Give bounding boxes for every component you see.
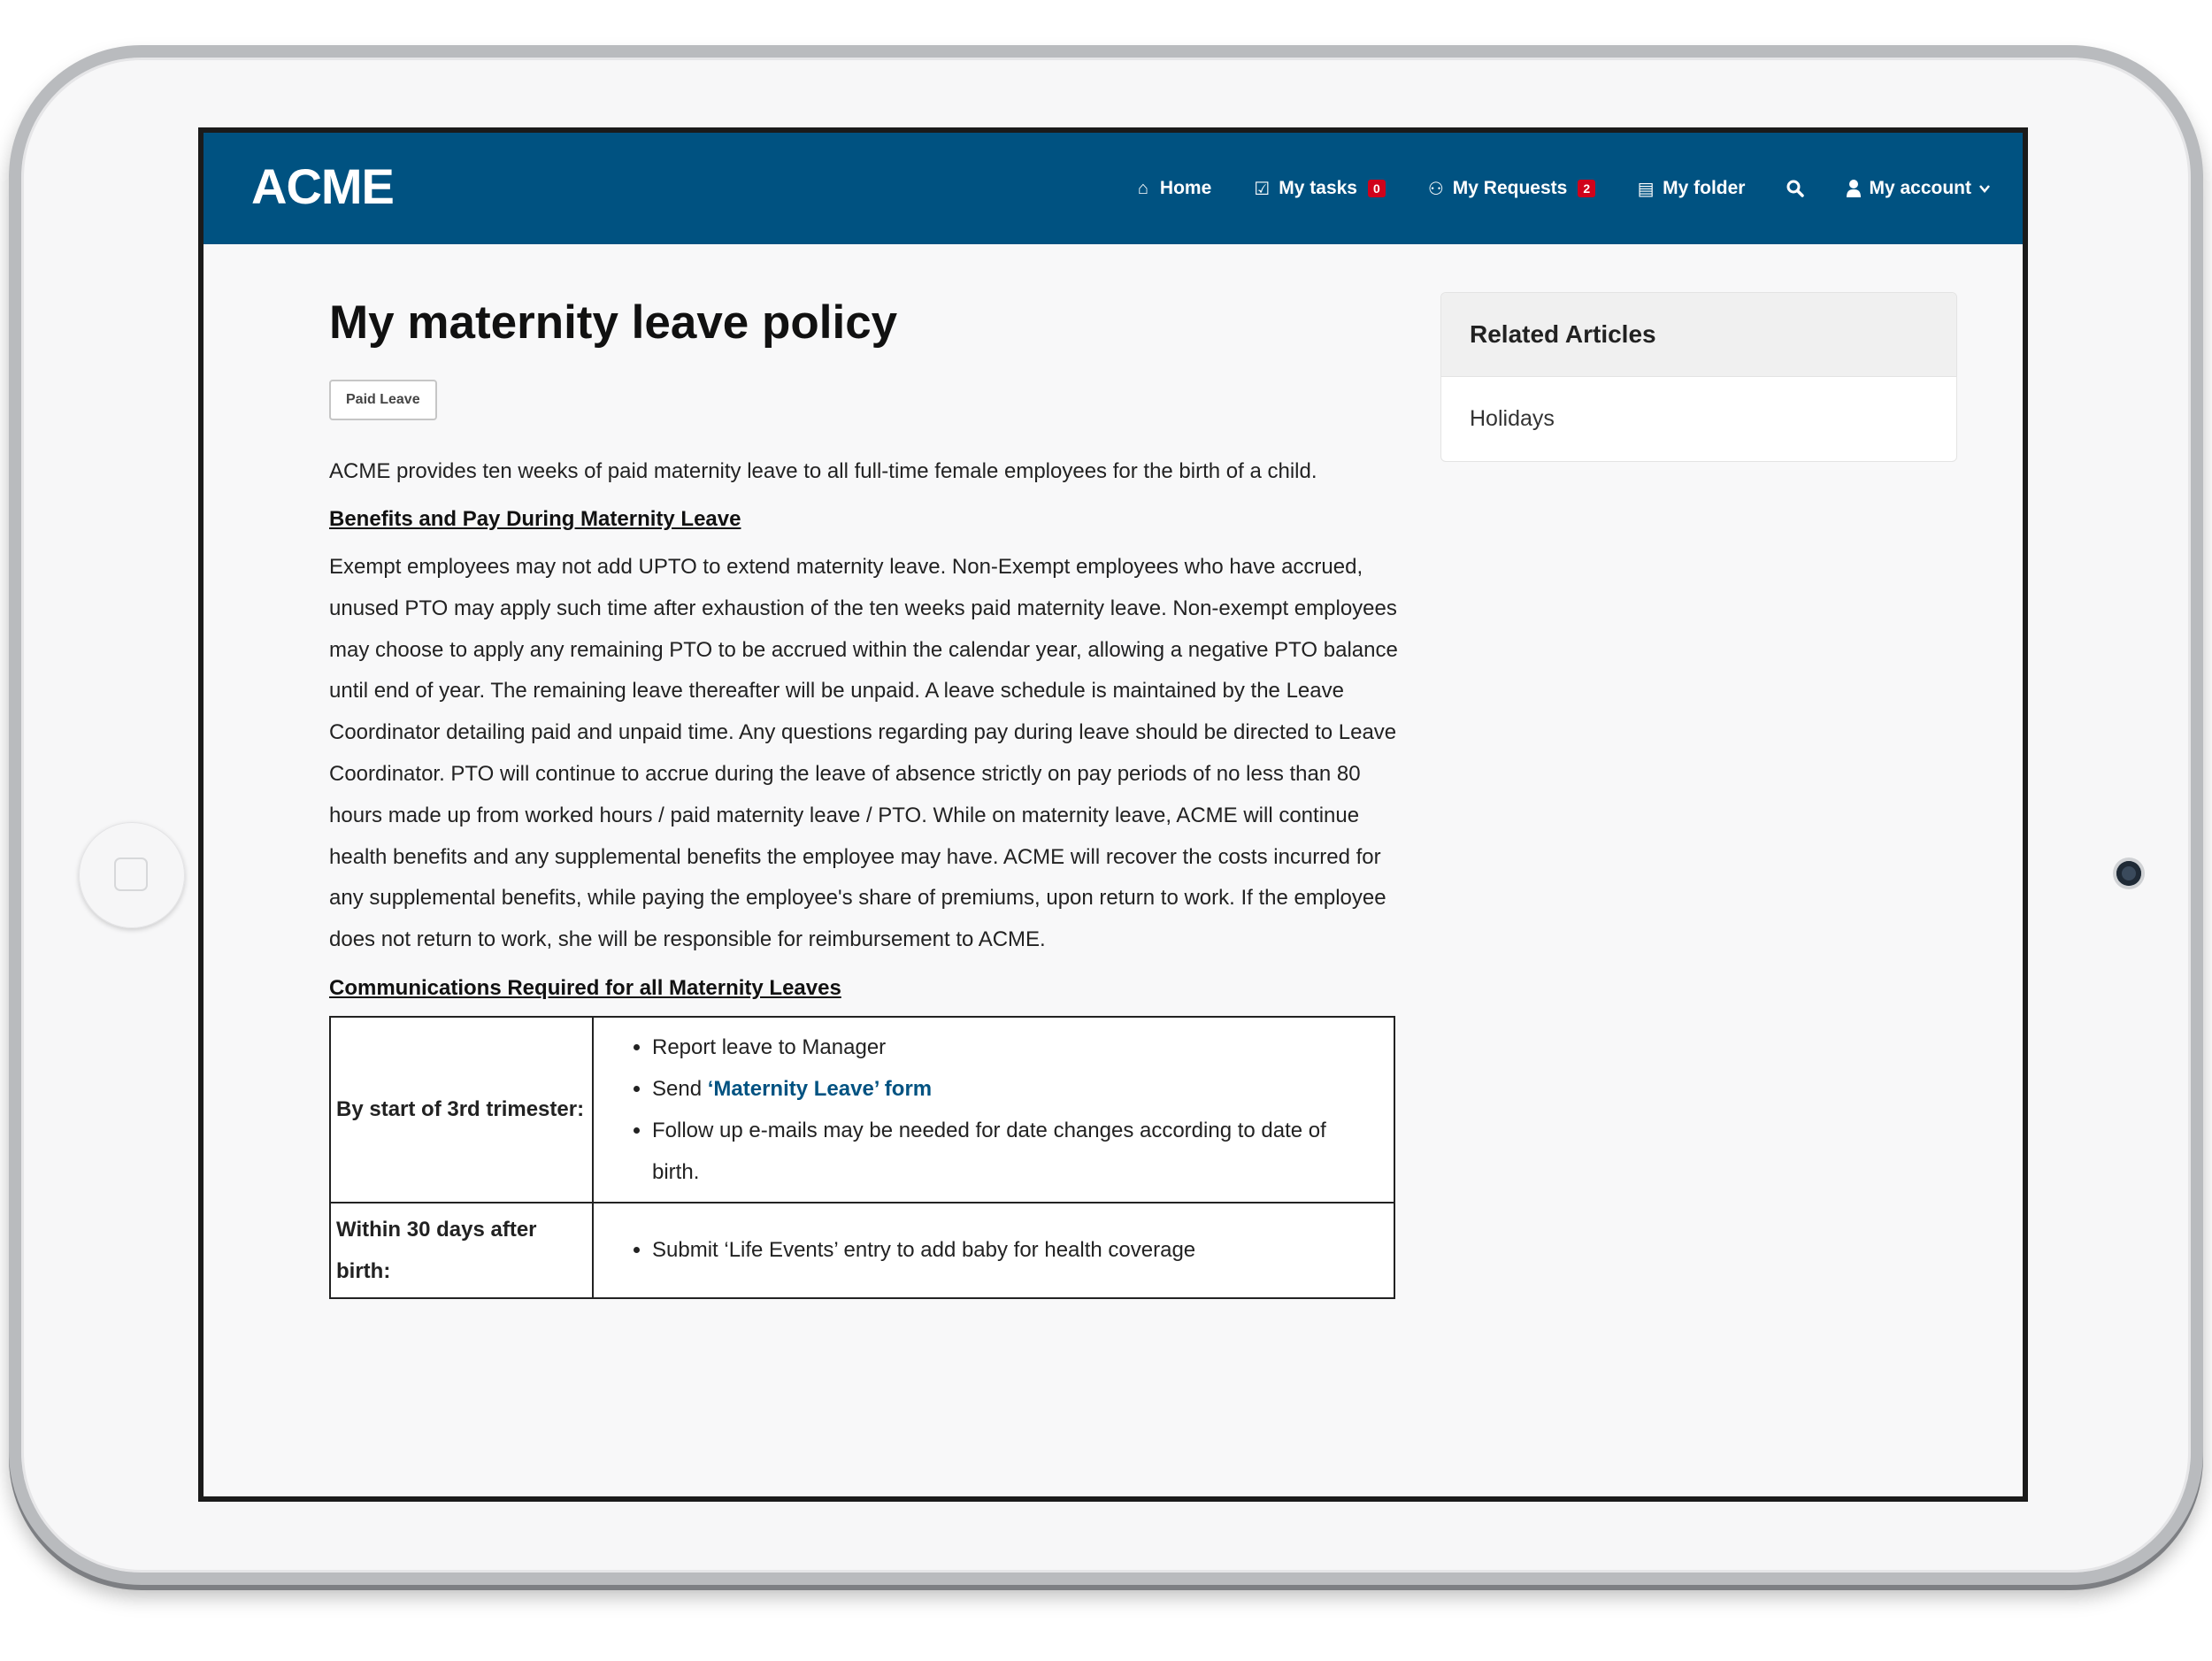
table-row-label: Within 30 days after birth: [330,1203,593,1298]
nav-my-account[interactable] [1846,178,1991,199]
table-row-items [593,1203,1394,1298]
article-content [329,292,1398,1299]
related-articles-title: Related Articles [1441,293,1956,377]
communications-table [329,1016,1395,1299]
list-item: • Report leave to Manager [652,1027,1378,1068]
nav-menu [1133,133,1991,244]
nav-my-folder[interactable] [1636,178,1745,200]
benefits-paragraph: Exempt employees may not add UPTO to extend maternity leave. Non-Exempt employees who have accrued, unused PTO may apply such time after exhaustion of the ten weeks paid maternity leave. Non-exempt employees may choose to apply any remaining PTO to be accrued within the calendar year, allowing a negative PTO balance until end of year. The remaining leave thereafter will be unpaid. A leave schedule is maintained by the Leave Coordinator detailing paid and unpaid time. Any questions regarding pay during leave should be directed to Leave Coordinator. PTO will continue to accrue during the leave of absence strictly on pay periods of no less than 80 hours made up from worked hours / paid maternity leave / PTO. While on maternity leave, ACME will continue health benefits and any supplemental benefits the employee may have. ACME will recover the costs incurred for any supplemental benefits, while paying the employee's share of premiums, upon return to work. If the employee does not return to work, she will be responsible for reimbursement to ACME. [329,555,1398,952]
table-row [330,1017,1394,1203]
brand-logo[interactable]: ACME [251,158,394,214]
tablet-home-button[interactable] [79,822,185,928]
table-row-items [593,1017,1394,1203]
list-item: • Submit ‘Life Events’ entry to add baby for health coverage [652,1229,1378,1271]
table-row-label: By start of 3rd trimester: [330,1017,593,1203]
camera-icon [2116,861,2141,886]
section-heading-benefits: Benefits and Pay During Maternity Leave [329,507,741,531]
nav-home-label: Home [1159,178,1212,198]
nav-home[interactable] [1133,178,1211,199]
list-item-text: Send [652,1076,708,1101]
home-icon: ⌂ [1137,178,1148,198]
intro-paragraph: ACME provides ten weeks of paid maternity leave to all full-time female employees for the birth of a child. [329,459,1317,483]
edit-check-icon: ☑ [1254,179,1271,199]
user-icon [1846,179,1862,198]
maternity-leave-form-link[interactable]: ‘Maternity Leave’ form [707,1076,933,1101]
table-row [330,1203,1394,1298]
nav-my-tasks-label: My tasks [1279,178,1357,198]
folder-icon: ▤ [1637,179,1655,199]
requests-count-badge: 2 [1578,180,1595,197]
nav-my-folder-label: My folder [1663,178,1746,198]
nav-my-requests-label: My Requests [1452,178,1568,198]
search-icon [1786,179,1805,198]
nav-search[interactable] [1786,179,1805,198]
section-heading-communications: Communications Required for all Maternity Leaves [329,975,841,1000]
tag-paid-leave[interactable]: Paid Leave [329,380,437,420]
home-button-square-icon [114,857,148,891]
list-item [652,1068,1378,1110]
nav-my-requests[interactable] [1426,178,1595,200]
related-articles-panel [1440,292,1957,462]
list-item: • Follow up e-mails may be needed for date changes according to date of birth. [652,1110,1378,1193]
screen [198,127,2028,1502]
related-article-holidays[interactable]: Holidays [1470,406,1555,431]
navbar [204,133,2023,244]
people-icon: ⚇ [1427,179,1444,199]
tasks-count-badge: 0 [1368,180,1386,197]
chevron-down-icon [1978,182,1991,195]
page-title: My maternity leave policy [329,296,898,349]
nav-my-account-label: My account [1869,178,1971,198]
nav-my-tasks[interactable] [1252,178,1386,200]
